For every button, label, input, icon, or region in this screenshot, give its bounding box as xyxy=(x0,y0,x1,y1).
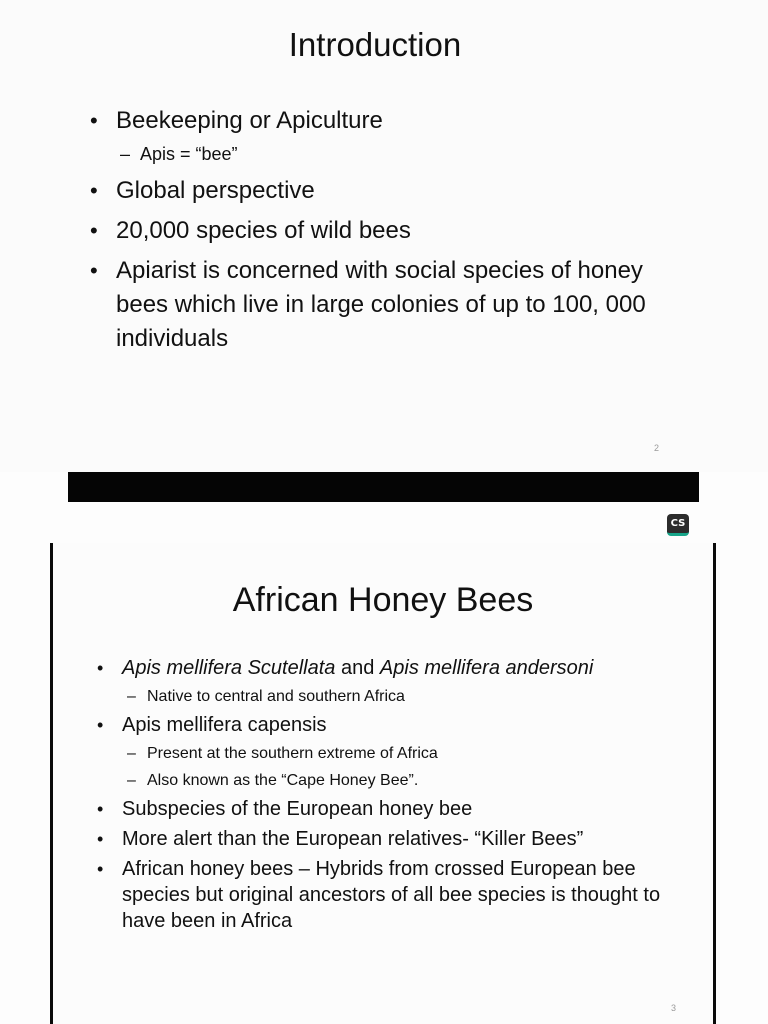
species-name: Apis mellifera andersoni xyxy=(379,657,594,679)
bullet-item xyxy=(95,655,675,681)
page-number: 3 xyxy=(671,1003,677,1013)
bullet-item: • Apis mellifera capensis xyxy=(95,712,675,738)
camscanner-logo-icon: CS xyxy=(667,514,689,536)
bullet-item: • More alert than the European relatives- “Killer Bees” xyxy=(95,826,675,852)
species-name: Apis mellifera Scutellata xyxy=(122,657,336,679)
slide-african-honey-bees xyxy=(50,543,716,1024)
bullet-list xyxy=(95,655,675,938)
slide-title: African Honey Bees xyxy=(232,581,534,619)
bullet-item: • African honey bees – Hybrids from crossed European bee species but original ancestors of all bee species is thought to have been in Africa xyxy=(95,856,675,934)
bullet-list xyxy=(88,104,688,362)
slide-title: Introduction xyxy=(288,26,462,63)
sub-bullet-item: – Present at the southern extreme of Africa xyxy=(95,742,675,766)
sub-bullet-item: – Also known as the “Cape Honey Bee”. xyxy=(95,769,675,793)
bullet-item: • 20,000 species of wild bees xyxy=(88,214,688,248)
sub-bullet-item: – Apis = “bee” xyxy=(88,142,688,166)
sub-bullet-item: – Native to central and southern Africa xyxy=(95,685,675,709)
bullet-item: • Apiarist is concerned with social species of honey bees which live in large colonies of up to 100, 000 individuals xyxy=(88,254,688,356)
slide-introduction xyxy=(0,0,768,472)
bullet-item: • Beekeeping or Apiculture xyxy=(88,104,688,138)
scan-black-bar xyxy=(68,472,699,502)
conjunction: and xyxy=(335,657,380,679)
page-number: 2 xyxy=(654,443,660,453)
bullet-item: • Subspecies of the European honey bee xyxy=(95,796,675,822)
bullet-item: • Global perspective xyxy=(88,174,688,208)
